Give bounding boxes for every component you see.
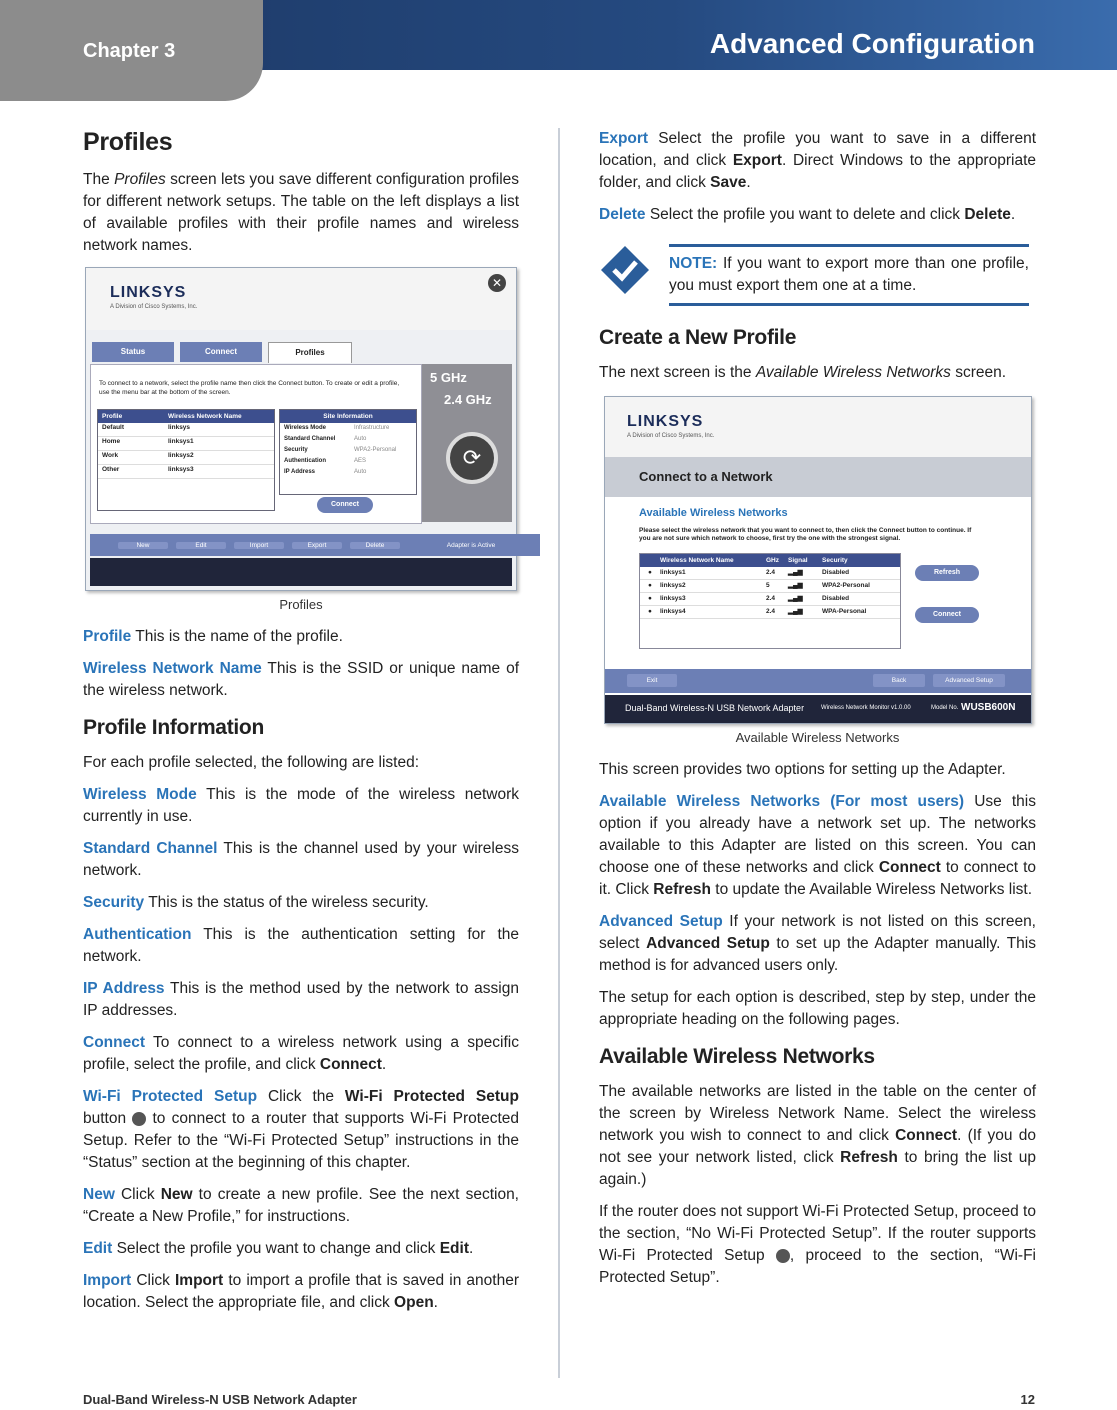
def-authentication: Authentication This is the authentication setting for the network. <box>83 926 519 965</box>
connect-button[interactable]: Connect <box>915 607 979 623</box>
site-row: Security WPA2-Personal <box>284 447 397 453</box>
networks-heading: Available Wireless Networks <box>639 507 788 519</box>
def-edit: Edit Select the profile you want to change and click Edit. <box>83 1240 474 1257</box>
tab-profiles[interactable]: Profiles <box>268 342 352 363</box>
networks-menu-bar <box>605 669 1031 693</box>
table-row[interactable]: Other linksys3 <box>98 465 274 479</box>
networks-instructions: Please select the wireless network that you want to connect to, then click the Connect button to continue. If you are not sure which network to choose, first try the one with the strongest signal. <box>639 527 972 542</box>
def-delete: Delete Select the profile you want to delete and click Delete. <box>599 206 1016 223</box>
close-icon[interactable]: ✕ <box>488 274 506 292</box>
profiles-intro: The Profiles screen lets you save different configuration profiles for different network setups. The table on the left displays a list of available profiles with their profile names and wireless network names. <box>83 171 520 254</box>
exit-button[interactable]: Exit <box>627 674 677 687</box>
awn-paragraph-2: If the router does not support Wi-Fi Protected Setup, proceed to the section, “No Wi-Fi Protected Setup”. If the router supports Wi-Fi Protected Setup , proceed to the section, “Wi-Fi Protected Setup”. <box>599 1203 1036 1286</box>
heading-profile-information: Profile Information <box>83 716 264 739</box>
setup-text: The setup for each option is described, step by step, under the appropriate heading on the following pages. <box>599 989 1036 1028</box>
logo-subtitle: A Division of Cisco Systems, Inc. <box>627 433 715 439</box>
screenshot-header <box>86 268 516 330</box>
def-available-networks: Available Wireless Networks (For most users) Use this option if you already have a network set up. The networks available to this Adapter are listed on this screen. You can choose one of these networks and click Connect to connect to it. Click Refresh to update the Available Wireless Networks list. <box>599 793 1036 898</box>
network-icon: ● <box>648 595 652 602</box>
table-row[interactable]: ● linksys3 2.4 ▂▄▆ Disabled <box>640 593 900 606</box>
def-export: Export Select the profile you want to save in a different location, and click Export. Direct Windows to the appropriate folder, and click Save. <box>599 130 1036 191</box>
site-row: Wireless Mode Infrastructure <box>284 425 390 431</box>
delete-button[interactable]: Delete <box>350 542 400 549</box>
footer-model-label: Model No. <box>931 705 959 711</box>
table-row[interactable]: Home linksys1 <box>98 437 274 451</box>
profiles-panel <box>90 364 422 524</box>
band-panel <box>422 364 512 522</box>
wifi-protected-setup-icon[interactable]: ⟳ <box>446 432 498 484</box>
ghz5-label: 5 GHz <box>430 370 467 385</box>
back-button[interactable]: Back <box>873 674 925 687</box>
create-intro: The next screen is the Available Wireless Networks screen. <box>599 364 1007 381</box>
def-import: Import Click Import to import a profile that is saved in another location. Select the appropriate file, and click Open. <box>83 1272 519 1311</box>
export-button[interactable]: Export <box>292 542 342 549</box>
def-connect: Connect To connect to a wireless network using a specific profile, select the profile, and click Connect. <box>83 1034 519 1073</box>
signal-icon: ▂▄▆ <box>788 608 803 615</box>
available-networks-screenshot <box>604 396 1032 724</box>
signal-icon: ▂▄▆ <box>788 595 803 602</box>
adapter-status: Adapter is Active <box>446 541 496 549</box>
network-icon: ● <box>648 608 652 615</box>
options-text: This screen provides two options for setting up the Adapter. <box>599 761 1006 778</box>
def-standard-channel: Standard Channel This is the channel used by your wireless network. <box>83 840 519 879</box>
screenshot-footer <box>90 558 512 586</box>
table-row[interactable]: ● linksys4 2.4 ▂▄▆ WPA-Personal <box>640 606 900 619</box>
linksys-logo: LINKSYS <box>627 413 704 430</box>
def-advanced-setup: Advanced Setup If your network is not listed on this screen, select Advanced Setup to set up the Adapter manually. This method is for advanced users only. <box>599 913 1036 974</box>
screenshot-footer <box>605 695 1031 723</box>
table-row[interactable]: Work linksys2 <box>98 451 274 465</box>
note-box <box>669 244 1029 306</box>
table-row[interactable]: ● linksys1 2.4 ▂▄▆ Disabled <box>640 567 900 580</box>
import-button[interactable]: Import <box>234 542 284 549</box>
footer-product: Dual-Band Wireless-N USB Network Adapter <box>625 703 805 713</box>
tab-bar <box>92 342 352 363</box>
table-row[interactable]: Default linksys <box>98 423 274 437</box>
signal-icon: ▂▄▆ <box>788 569 803 576</box>
logo-subtitle: A Division of Cisco Systems, Inc. <box>110 304 198 310</box>
column-divider <box>558 128 560 1378</box>
caption-profiles: Profiles <box>279 597 323 612</box>
connect-button[interactable]: Connect <box>317 497 373 513</box>
footer-version: Wireless Network Monitor v1.0.00 <box>821 705 911 711</box>
table-row[interactable]: ● linksys2 5 ▂▄▆ WPA2-Personal <box>640 580 900 593</box>
new-button[interactable]: New <box>118 542 168 549</box>
profiles-table <box>97 409 275 511</box>
table-header: Wireless Network Name GHz Signal Security <box>640 554 900 567</box>
footer-model: WUSB600N <box>961 702 1016 713</box>
networks-table <box>639 553 901 649</box>
checkmark-icon <box>599 244 651 296</box>
note-text: NOTE: If you want to export more than one profile, you must export them one at a time. <box>669 255 1029 294</box>
chapter-label: Chapter 3 <box>83 40 176 62</box>
footer-product: Dual-Band Wireless-N USB Network Adapter <box>83 1392 357 1407</box>
def-profile: Profile This is the name of the profile. <box>83 628 343 645</box>
site-row: Authentication AES <box>284 458 367 464</box>
network-icon: ● <box>648 569 652 576</box>
awn-paragraph-1: The available networks are listed in the table on the center of the screen by Wireless Network Name. Select the wireless network you wish to connect to and click Connect. (If you do not see your network listed, click Refresh to bring the list up again.) <box>599 1083 1036 1188</box>
section-title: Advanced Configuration <box>709 28 1035 59</box>
site-row: Standard Channel Auto <box>284 436 367 442</box>
wps-inline-icon <box>132 1112 146 1126</box>
def-wifi-protected-setup: Wi-Fi Protected Setup Click the Wi-Fi Protected Setup button to connect to a router that supports Wi-Fi Protected Setup. Refer to the “Wi-Fi Protected Setup” instructions in the “Status” section at the beginning of this chapter. <box>83 1088 519 1171</box>
tab-connect[interactable]: Connect <box>180 342 262 362</box>
linksys-logo: LINKSYS <box>110 284 187 301</box>
edit-button[interactable]: Edit <box>176 542 226 549</box>
wps-inline-icon <box>776 1249 790 1263</box>
def-wireless-mode: Wireless Mode This is the mode of the wireless network currently in use. <box>83 786 519 825</box>
signal-icon: ▂▄▆ <box>788 582 803 589</box>
chapter-tab <box>0 0 263 101</box>
band-title: Connect to a Network <box>639 469 773 484</box>
heading-create-new-profile: Create a New Profile <box>599 326 797 349</box>
profile-info-intro: For each profile selected, the following are listed: <box>83 754 420 771</box>
note-callout <box>599 244 1036 306</box>
heading-available-networks: Available Wireless Networks <box>599 1045 875 1068</box>
refresh-button[interactable]: Refresh <box>915 565 979 581</box>
connect-band <box>605 457 1031 497</box>
ghz24-label: 2.4 GHz <box>444 392 492 407</box>
heading-profiles: Profiles <box>83 128 173 156</box>
screenshot-header <box>605 397 1031 457</box>
right-column <box>599 128 1036 1299</box>
left-column <box>83 128 519 1324</box>
site-information <box>279 409 417 495</box>
network-icon: ● <box>648 582 652 589</box>
site-info-header: Site Information <box>280 410 416 423</box>
caption-networks: Available Wireless Networks <box>735 730 900 745</box>
page-number: 12 <box>1020 1392 1035 1407</box>
site-row: IP Address Auto <box>284 469 367 475</box>
advanced-setup-button[interactable]: Advanced Setup <box>933 674 1005 687</box>
def-ip-address: IP Address This is the method used by the network to assign IP addresses. <box>83 980 519 1019</box>
tab-status[interactable]: Status <box>92 342 174 362</box>
profiles-menu-bar <box>90 534 540 556</box>
profiles-screenshot <box>85 267 517 591</box>
profiles-instructions: To connect to a network, select the profile name then click the Connect button. To create or edit a profile, use the menu bar at the bottom of the screen. <box>99 380 400 396</box>
def-security: Security This is the status of the wireless security. <box>83 894 429 911</box>
table-header: Profile Wireless Network Name <box>98 410 274 423</box>
def-wireless-network-name: Wireless Network Name This is the SSID or unique name of the wireless network. <box>83 660 519 699</box>
def-new: New Click New to create a new profile. See the next section, “Create a New Profile,” for instructions. <box>83 1186 519 1225</box>
